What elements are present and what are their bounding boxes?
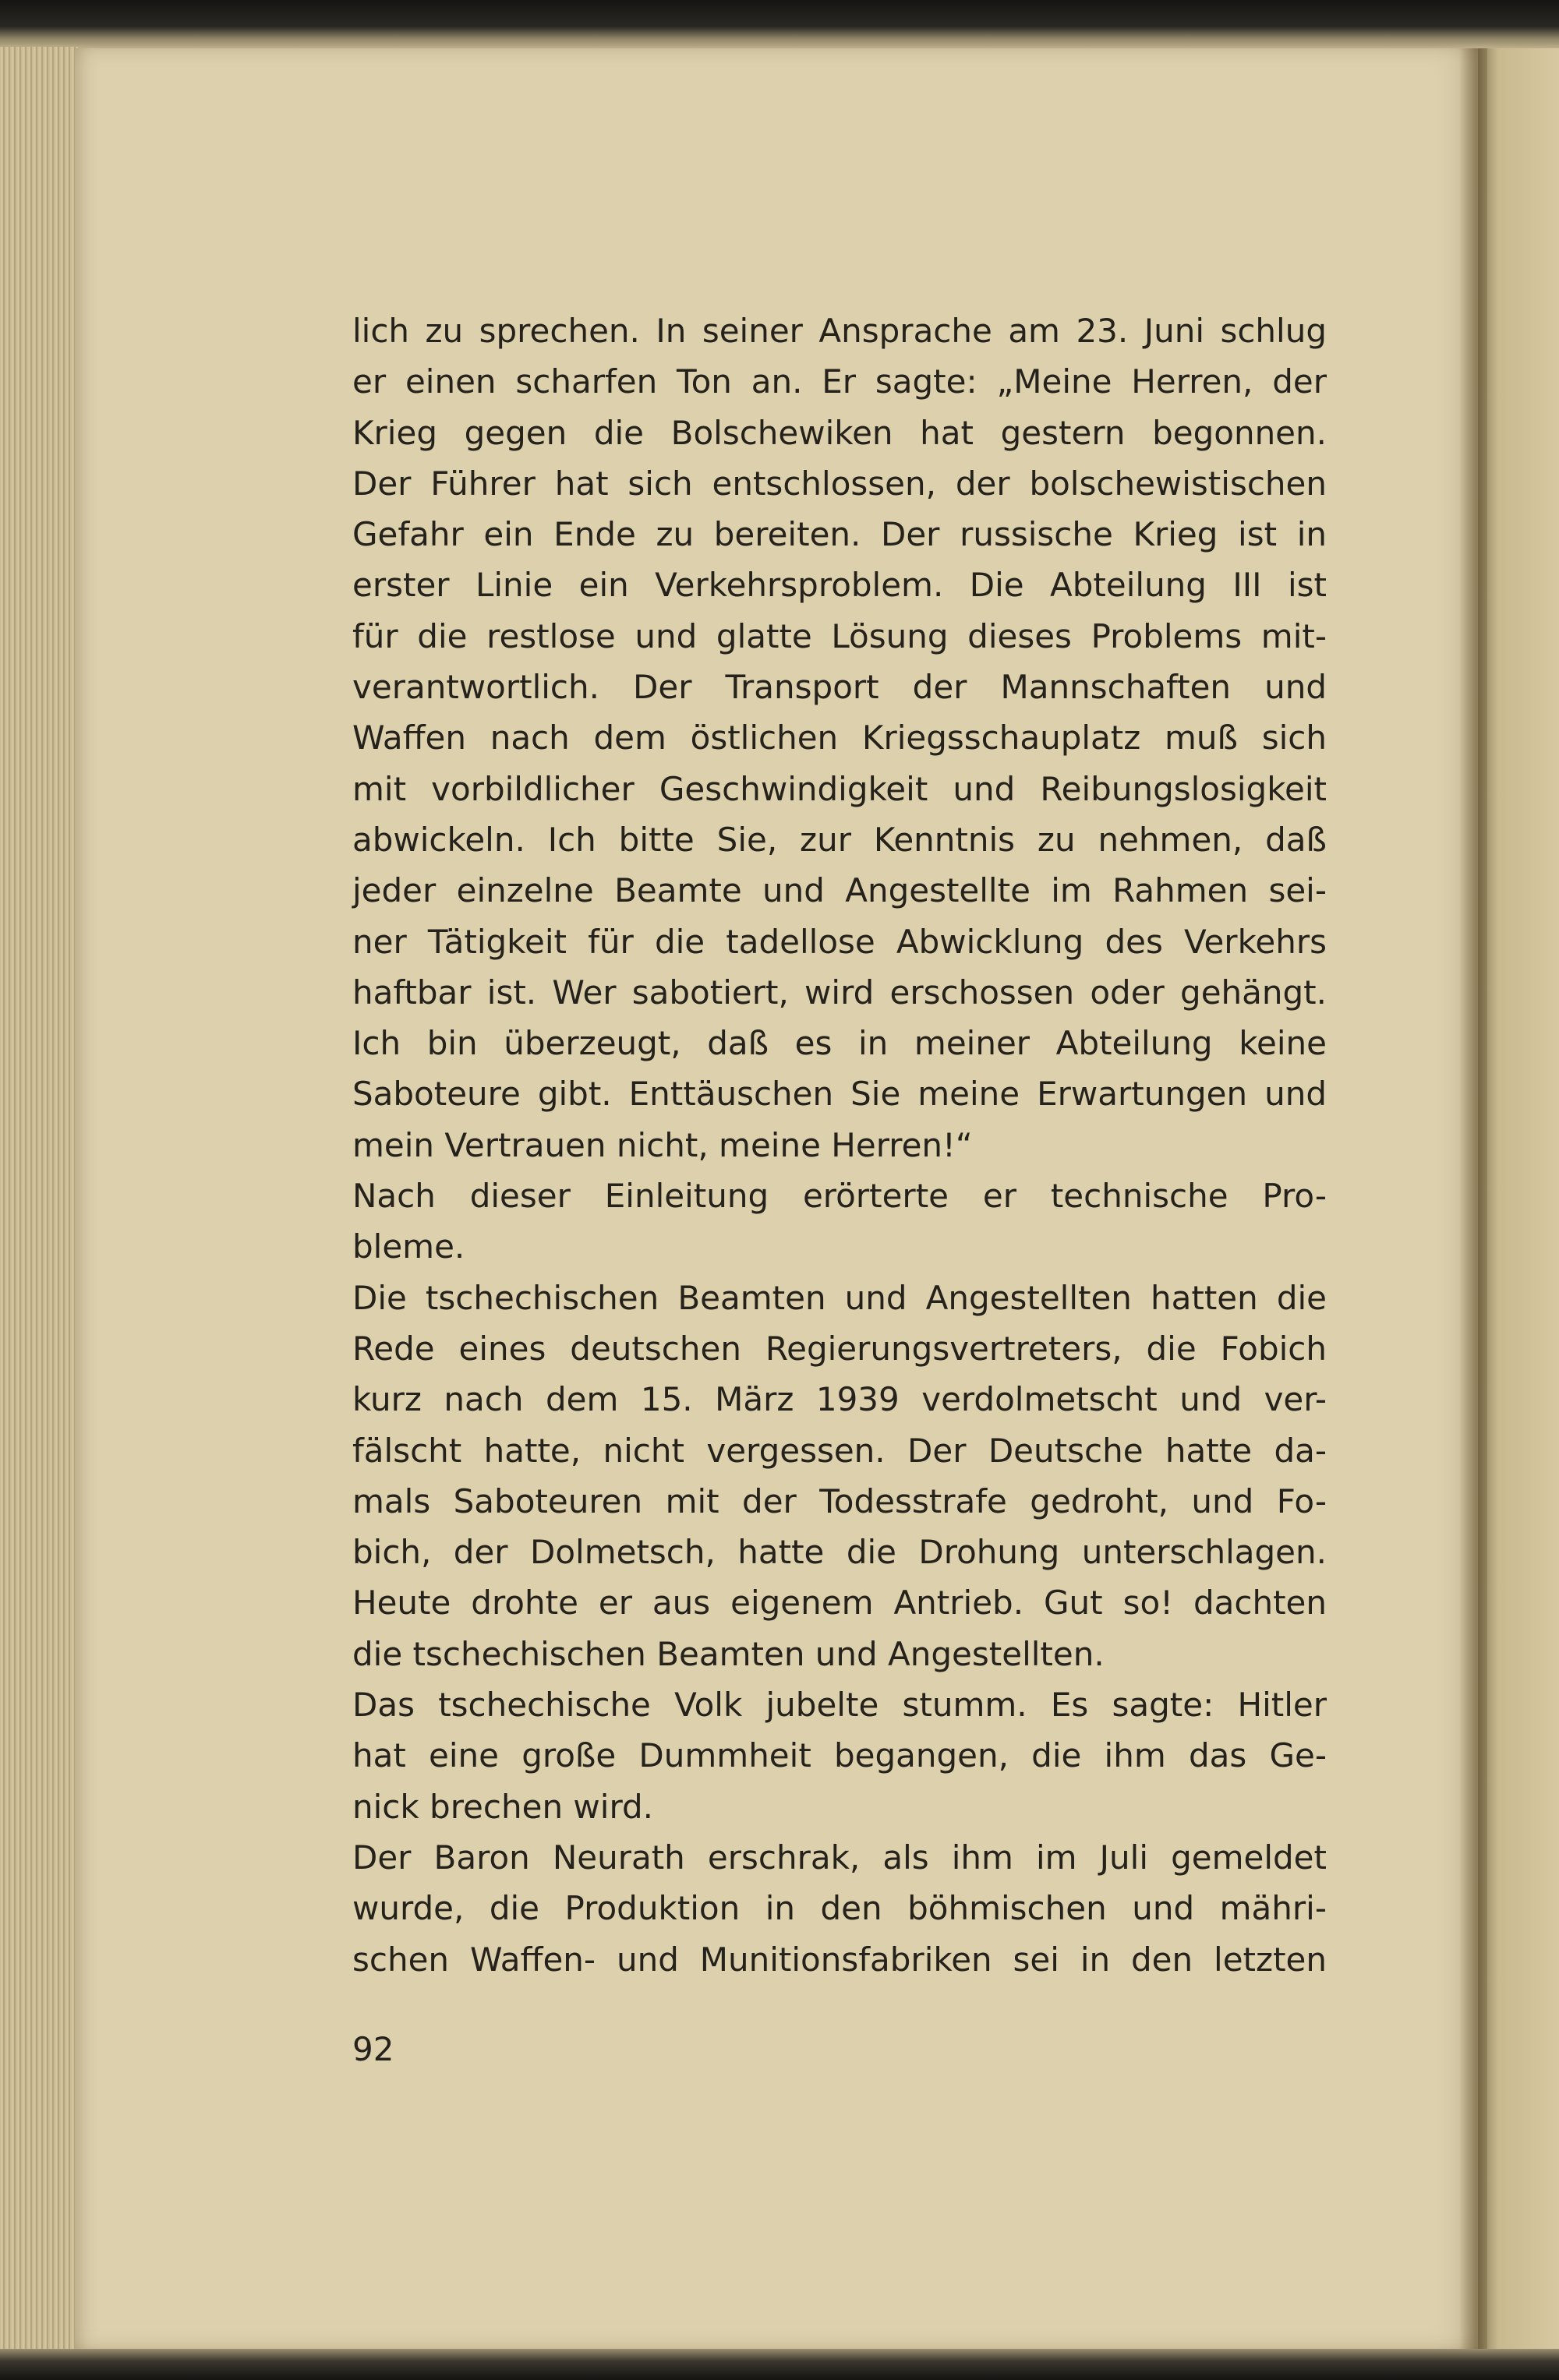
- text-line: mein Vertrauen nicht, meine Herren!“: [352, 1125, 973, 1164]
- text-line: jeder einzelne Beamte und Angestellte im Rahmen sei-: [352, 871, 1327, 910]
- text-line: Gefahr ein Ende zu bereiten. Der russische Krieg ist in: [352, 515, 1327, 554]
- text-line: Der Baron Neurath erschrak, als ihm im Juli gemeldet: [352, 1838, 1327, 1877]
- book-cover-top-edge: [0, 0, 1559, 48]
- text-line: Rede eines deutschen Regierungsvertreters, die Fobich: [352, 1329, 1327, 1368]
- book-cover-bottom-edge: [0, 2349, 1559, 2380]
- text-line: Nach dieser Einleitung erörterte er technische Pro-: [352, 1177, 1327, 1216]
- text-line: Krieg gegen die Bolschewiken hat gestern begonnen.: [352, 413, 1327, 452]
- text-line: ner Tätigkeit für die tadellose Abwicklung des Verkehrs: [352, 922, 1327, 961]
- text-line: Der Führer hat sich entschlossen, der bolschewistischen: [352, 464, 1327, 503]
- text-line: mit vorbildlicher Geschwindigkeit und Reibungslosigkeit: [352, 769, 1327, 808]
- text-line: Heute drohte er aus eigenem Antrieb. Gut so! dachten: [352, 1584, 1327, 1623]
- body-text: [352, 305, 1327, 1985]
- stacked-page-edges: [0, 47, 78, 2354]
- facing-page-edge: [1478, 48, 1559, 2349]
- text-line: Das tschechische Volk jubelte stumm. Es sagte: Hitler: [352, 1686, 1327, 1725]
- text-line: bleme.: [352, 1227, 465, 1266]
- text-line: schen Waffen- und Munitionsfabriken sei in den letzten: [352, 1940, 1327, 1979]
- page-number: 92: [352, 2030, 394, 2068]
- text-line: haftbar ist. Wer sabotiert, wird erschossen oder gehängt.: [352, 973, 1327, 1012]
- text-line: Waffen nach dem östlichen Kriegsschauplatz muß sich: [352, 719, 1327, 757]
- text-line: wurde, die Produktion in den böhmischen und mähri-: [352, 1889, 1327, 1928]
- text-line: er einen scharfen Ton an. Er sagte: „Meine Herren, der: [352, 362, 1327, 401]
- text-line: mals Saboteuren mit der Todesstrafe gedroht, und Fo-: [352, 1481, 1327, 1520]
- text-line: nick brechen wird.: [352, 1787, 653, 1826]
- text-line: Ich bin überzeugt, daß es in meiner Abteilung keine: [352, 1024, 1327, 1063]
- text-line: für die restlose und glatte Lösung dieses Problems mit-: [352, 616, 1327, 655]
- text-line: Saboteure gibt. Enttäuschen Sie meine Erwartungen und: [352, 1075, 1327, 1114]
- text-line: lich zu sprechen. In seiner Ansprache am 23. Juni schlug: [352, 312, 1327, 350]
- text-line: die tschechischen Beamten und Angestellten.: [352, 1634, 1105, 1673]
- text-line: erster Linie ein Verkehrsproblem. Die Abteilung III ist: [352, 566, 1327, 605]
- text-line: Die tschechischen Beamten und Angestellten hatten die: [352, 1278, 1327, 1317]
- spine-shadow: [1459, 48, 1487, 2349]
- text-line: verantwortlich. Der Transport der Mannschaften und: [352, 668, 1327, 707]
- text-line: fälscht hatte, nicht vergessen. Der Deutsche hatte da-: [352, 1431, 1327, 1470]
- text-line: kurz nach dem 15. März 1939 verdolmetscht und ver-: [352, 1380, 1327, 1419]
- text-line: bich, der Dolmetsch, hatte die Drohung unterschlagen.: [352, 1533, 1327, 1572]
- text-line: abwickeln. Ich bitte Sie, zur Kenntnis zu nehmen, daß: [352, 820, 1327, 859]
- text-line: hat eine große Dummheit begangen, die ihm das Ge-: [352, 1736, 1327, 1775]
